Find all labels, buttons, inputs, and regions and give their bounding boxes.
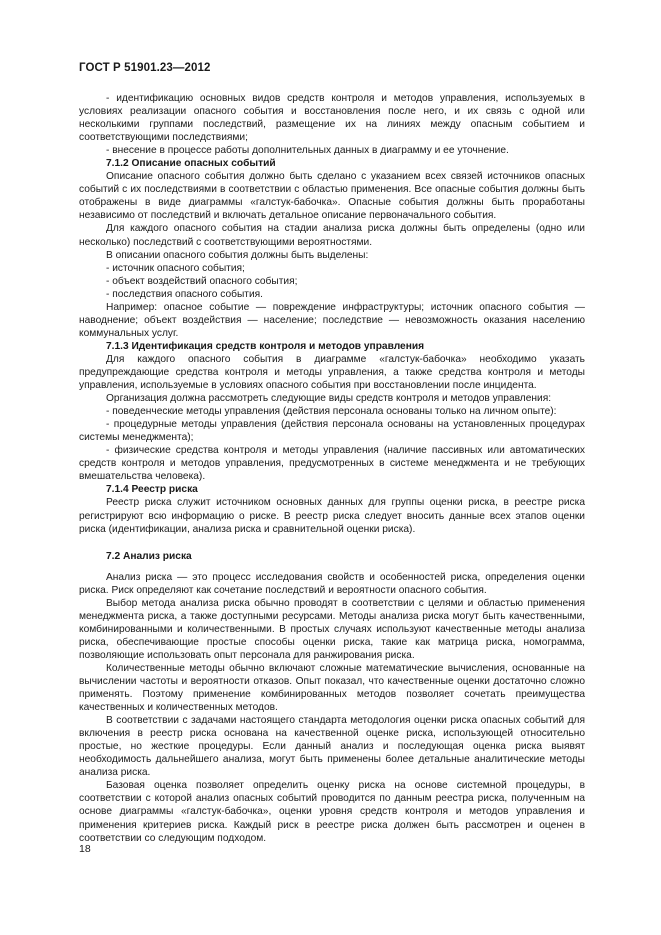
paragraph: В описании опасного события должны быть выделены: [106, 249, 369, 261]
list-item: - источник опасного события; [106, 262, 245, 274]
page-number: 18 [79, 843, 91, 855]
document-body [79, 92, 585, 845]
section-heading-7-1-4: 7.1.4 Реестр риска [106, 484, 198, 496]
section-heading-7-2: 7.2 Анализ риска [106, 550, 192, 562]
list-item: - объект воздействий опасного события; [106, 275, 298, 287]
list-item: - последствия опасного события. [106, 288, 263, 300]
paragraph: Выбор метода анализа риска обычно проводят в соответствии с целями и областью применения менеджмента риска, а также доступными ресурсами. Методы анализа риска могут быть качественными, комбинированными и количественными. В простых случаях используют качественные методы анализа риска, обеспечивающие простые способы оценки риска, такие как матрица риска, номограмма, позволяющие использовать опыт персонала для ранжирования риска. [79, 597, 585, 661]
paragraph: Количественные методы обычно включают сложные математические вычисления, основанные на вычислении частоты и вероятности отказов. Опыт показал, что качественные оценки достаточно сложно применять. Поэтому применение комбинированных методов позволяет сочетать преимущества качественных и количественных методов. [79, 662, 585, 714]
paragraph: Описание опасного события должно быть сделано с указанием всех связей источников опасных событий с их последствиями в соответствии с областью применения. Все опасные события должны быть отображены в виде диаграммы «галстук-бабочка». Опасные события должны быть проработаны независимо от последствий и включать детальное описание первоначального события. [79, 171, 585, 222]
paragraph: Базовая оценка позволяет определить оценку риска на основе системной процедуры, в соответствии с которой анализ опасных событий проводится по данным реестра риска, полученным на основе диаграммы «галстук-бабочка», оценки уровня средств контроля и методов управления и применения критериев риска. Каждый риск в реестре риска должен быть рассмотрен и оценен в соответствии со следующим подходом. [79, 780, 585, 844]
paragraph: Организация должна рассмотреть следующие виды средств контроля и методов управления: [106, 393, 552, 405]
section-heading-7-1-3: 7.1.3 Идентификация средств контроля и методов управления [106, 340, 425, 352]
section-heading-7-1-2: 7.1.2 Описание опасных событий [106, 158, 276, 170]
paragraph: - идентификацию основных видов средств контроля и методов управления, используемых в условиях реализации опасного события и восстановления после него, и их связь с одной или несколькими группами последствий, размещение их на линиях между опасным событием и соответствующими последствиями; [79, 93, 585, 144]
paragraph: В соответствии с задачами настоящего стандарта методология оценки риска опасных событий для включения в реестр риска основана на качественной оценке риска, использующей относительно простые, но жесткие процедуры. Если данный анализ и последующая оценка риска выявят необходимость дальнейшего анализа, могут быть применены более детальные аналитические методы анализа риска. [79, 715, 585, 779]
paragraph: Например: опасное событие — повреждение инфраструктуры; источник опасного события — наводнение; объект воздействия — население; последствие — невозможность оказания населению коммунальных услуг. [79, 301, 585, 339]
list-item: - физические средства контроля и методы управления (наличие пассивных или автоматических средств контроля и методов управления, предусмотренных в системе менеджмента и не требующих вмешательства человека). [79, 445, 585, 483]
paragraph: Реестр риска служит источником основных данных для группы оценки риска, в реестре риска регистрируют всю информацию о риске. В реестр риска следует вносить данные всех этапов оценки риска (идентификации, анализа риска и сравнительной оценки риска). [79, 497, 585, 535]
standard-header: ГОСТ Р 51901.23—2012 [79, 62, 211, 74]
list-item: - процедурные методы управления (действия персонала основаны на установленных процедурах системы менеджмента); [79, 419, 585, 444]
paragraph: Анализ риска — это процесс исследования свойств и особенностей риска, определения оценки риска. Риск определяют как сочетание последствий и вероятности опасного события. [79, 571, 585, 596]
paragraph: Для каждого опасного события в диаграмме «галстук-бабочка» необходимо указать предупреждающие средства контроля и методы управления, а также средства контроля и методы управления, используемые в условиях опасного события при восстановлении после инцидента. [79, 353, 585, 392]
paragraph: Для каждого опасного события на стадии анализа риска должны быть определены (одно или несколько) последствий с соответствующими вероятностями. [79, 223, 585, 248]
list-item: - поведенческие методы управления (действия персонала основаны только на личном опыте): [106, 406, 557, 418]
paragraph: - внесение в процессе работы дополнительных данных в диаграмму и ее уточнение. [106, 145, 509, 157]
